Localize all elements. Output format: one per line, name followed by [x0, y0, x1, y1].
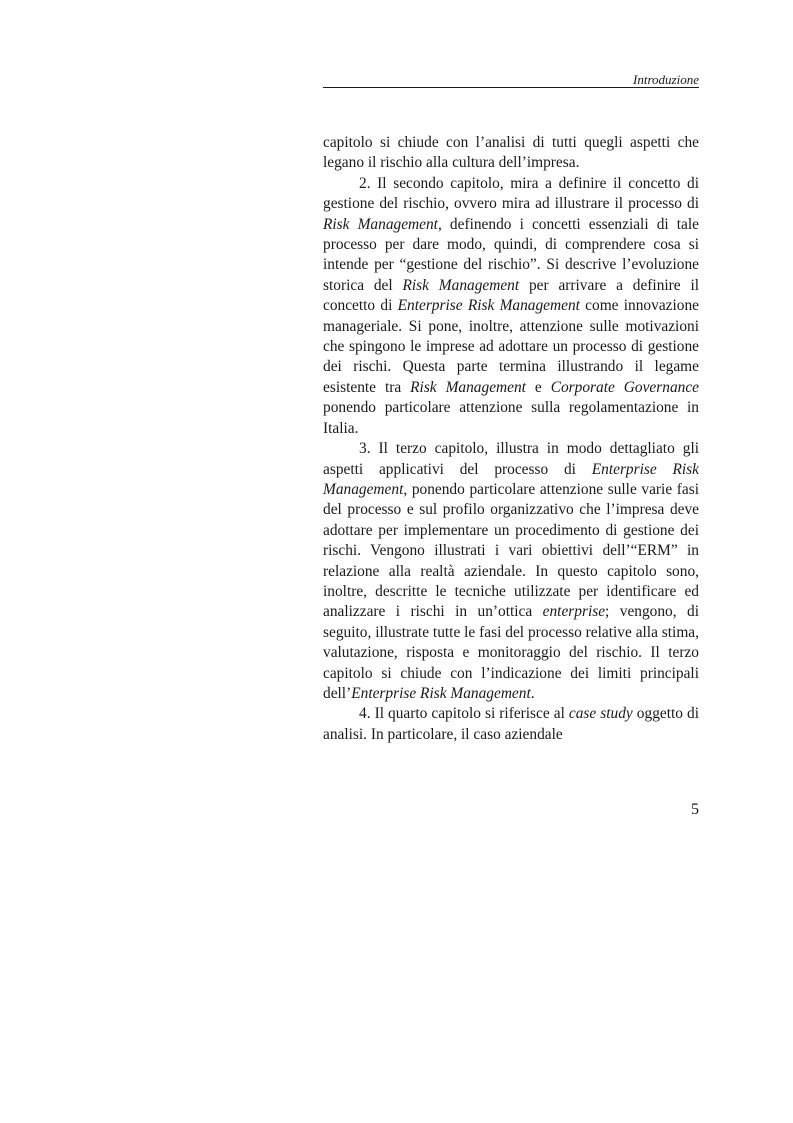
paragraph-4-text: oggetto di analisi. In particolare, il caso aziendale [323, 705, 699, 743]
paragraph-1-text: capitolo si chiude con l’analisi di tutti quegli aspetti che legano il rischio alla cultura dell’impresa. [323, 134, 699, 172]
paragraph-3-italic: enterprise [542, 603, 606, 621]
paragraph-2-italic: Risk Management [410, 378, 526, 396]
paragraph-2-text: ponendo particolare attenzione sulla regolamentazione in Italia. [323, 399, 699, 437]
paragraph-2-italic: Risk Management [323, 215, 438, 233]
header-rule [323, 87, 699, 88]
paragraph-3-italic: Enterprise Risk Management [351, 684, 531, 702]
paragraph-2 [323, 174, 699, 439]
paragraph-4-italic: case study [568, 705, 633, 723]
paragraph-2-text: e [525, 378, 551, 396]
paragraph-2-text: , definendo i concetti essenziali di tale processo per dare modo, quindi, di comprendere cosa si intende per “gestione del rischio”. Si descrive l’evoluzione storica del [323, 215, 699, 294]
paragraph-4 [323, 704, 699, 745]
running-head: Introduzione [633, 72, 699, 87]
paragraph-2-text: 2. Il secondo capitolo, mira a definire il concetto di gestione del rischio, ovvero mira ad illustrare il processo di [323, 174, 699, 213]
paragraph-2-italic: Risk Management [402, 276, 520, 294]
paragraph-2-text: per arrivare a definire il concetto di [323, 276, 699, 315]
paragraph-3-text: . [530, 684, 535, 702]
paragraph-3-text: ; vengono, di seguito, illustrate tutte le fasi del processo relative alla stima, valutazione, risposta e monitoraggio del rischio. Il terzo capitolo si chiude con l’indicazione dei limiti principali dell’ [323, 603, 699, 702]
paragraph-3-text: 3. Il terzo capitolo, illustra in modo dettagliato gli aspetti applicativi del processo di [323, 440, 699, 478]
paragraph-3-text: , ponendo particolare attenzione sulle varie fasi del processo e sul profilo organizzativo che l’impresa deve adottare per implementare un procedimento di gestione dei rischi. Vengono illustrati i vari obiettivi dell’“ERM” in relazione alla realtà aziendale. In questo capitolo sono, inoltre, descritte le tecniche utilizzate per identificare ed analizzare i rischi in un’ottica [323, 480, 699, 621]
paragraph-2-text: come innovazione manageriale. Si pone, inoltre, attenzione sulle motivazioni che spingono le imprese ad adottare un processo di gestione dei rischi. Questa parte termina illustrando il legame esistente tra [323, 297, 699, 396]
paragraph-2-italic: Enterprise Risk Management [397, 297, 580, 315]
paragraph-3 [323, 439, 699, 704]
paragraph-2-italic: Corporate Governance [550, 378, 699, 396]
body-text [323, 133, 699, 745]
page-number: 5 [691, 801, 699, 818]
paragraph-4-text: 4. Il quarto capitolo si riferisce al [359, 705, 569, 723]
paragraph-3-italic: Enterprise Risk Management [323, 460, 699, 498]
paragraph-1 [323, 133, 699, 174]
